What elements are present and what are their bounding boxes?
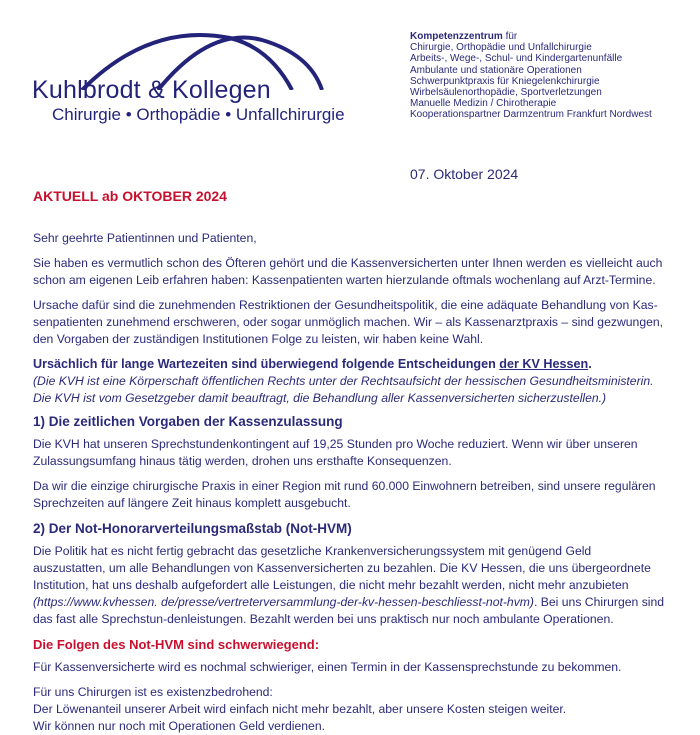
bold-intro-end: . <box>588 357 592 371</box>
salutation: Sehr geehrte Patientinnen und Patienten, <box>33 231 257 245</box>
consequences-paragraph-3: Der Löwenanteil unserer Arbeit wird einfach nicht mehr bezahlt, aber unsere Kosten steigen weiter. <box>33 702 567 716</box>
headline: AKTUELL ab OKTOBER 2024 <box>33 188 227 204</box>
competence-title: Kompetenzzentrum <box>410 31 503 42</box>
bold-intro-text: Ursächlich für lange Wartezeiten sind überwiegend folgende Entscheidungen <box>33 357 500 371</box>
section2-text-b: . Bei uns Chirurgen sind das fast alle Sprechstun-denleistungen. Bezahlt werden bei uns praktisch nur noch ambulante Operationen. <box>33 595 665 626</box>
paragraph-intro: Sie haben es vermutlich schon des Öfteren gehört und die Kassenversicherten unter Ihnen werden es vielleicht auch schon am eigenen Leib erfahren haben: Kassenpatienten warten hierzulande oftmals wochenlang auf Arzt-Termine. <box>33 256 663 287</box>
competence-line: Ambulante und stationäre Operationen <box>410 64 582 76</box>
section-heading-2: 2) Der Not-Honorarverteilungsmaßstab (Not-HVM) <box>33 521 352 536</box>
letter-date: 07. Oktober 2024 <box>410 166 519 182</box>
competence-title-suffix: für <box>502 31 518 42</box>
logo-subtitle: Chirurgie • Orthopädie • Unfallchirurgie <box>52 105 345 124</box>
logo-name: Kuhlbrodt & Kollegen <box>32 76 271 104</box>
kvhessen-url-link[interactable]: (https://www.kvhessen. de/presse/vertreterversammlung-der-kv-hessen-beschliesst-not-hvm) <box>33 595 534 609</box>
kvh-note: (Die KVH ist eine Körperschaft öffentlichen Rechts unter der Rechtsaufsicht der hessischen Gesundheitsministerin. Die KVH ist vom Gesetzgeber damit beauftragt, die Behandlung aller Kassenversicherten sicherzustellen.) <box>33 374 654 405</box>
competence-line: Arbeits-, Wege-, Schul- und Kindergartenunfälle <box>410 53 623 65</box>
competence-line: Schwerpunktpraxis für Kniegelenkchirurgie <box>410 75 600 87</box>
consequences-paragraph-2: Für uns Chirurgen ist es existenzbedrohend: <box>33 685 273 699</box>
competence-line: Wirbelsäulenorthopädie, Sportverletzungen <box>410 87 602 99</box>
section2-paragraph <box>33 543 665 628</box>
consequences-paragraph-1: Für Kassenversicherte wird es nochmal schwieriger, einen Termin in der Kassensprechstunde zu bekommen. <box>33 660 622 674</box>
section2-text-a: Die Politik hat es nicht fertig gebracht das gesetzliche Krankenversicherungssystem mit genügend Geld auszustatten, um alle Behandlungen von Kassenversicherten zu bezahlen. Die KV Hessen, die uns übergeordnete Institution, hat uns deshalb aufgefordert alle Leistungen, die nicht mehr bezahlt werden, nicht mehr anzubieten <box>33 544 651 592</box>
paragraph-cause: Ursache dafür sind die zunehmenden Restriktionen der Gesundheitspolitik, die eine adäquate Behandlung von Kas-senpatienten zunehmend erschweren, oder sogar unmöglich machen. Wir – als Kassenarztpraxis – sind gezwungen, den Vorgaben der zuständigen Institutionen Folge zu leisten, wir haben keine Wahl. <box>33 298 664 346</box>
competence-title-line <box>410 31 695 42</box>
consequences-paragraph-4: Wir können nur noch mit Operationen Geld verdienen. <box>33 719 325 733</box>
competence-line: Kooperationspartner Darmzentrum Frankfurt Nordwest <box>410 109 652 121</box>
section-heading-1: 1) Die zeitlichen Vorgaben der Kassenzulassung <box>33 414 343 429</box>
competence-center-block <box>410 31 695 121</box>
consequences-heading: Die Folgen des Not-HVM sind schwerwiegend: <box>33 637 320 652</box>
competence-line: Chirurgie, Orthopädie und Unfallchirurgie <box>410 42 592 54</box>
kv-hessen-link[interactable]: der KV Hessen <box>499 357 589 371</box>
bold-intro <box>33 356 665 373</box>
section1-paragraph-2: Da wir die einzige chirurgische Praxis in einer Region mit rund 60.000 Einwohnern betreiben, sind unsere regulären Sprechzeiten auf längere Zeit hinaus komplett ausgebucht. <box>33 479 656 510</box>
section1-paragraph-1: Die KVH hat unseren Sprechstundenkontingent auf 19,25 Stunden pro Woche reduziert. Wenn wir über unseren Zulassungsumfang hinaus tätig werden, drohen uns ersthafte Konsequenzen. <box>33 437 638 468</box>
letter-body <box>33 230 665 735</box>
competence-line: Manuelle Medizin / Chirotherapie <box>410 98 557 110</box>
practice-logo <box>30 30 350 125</box>
